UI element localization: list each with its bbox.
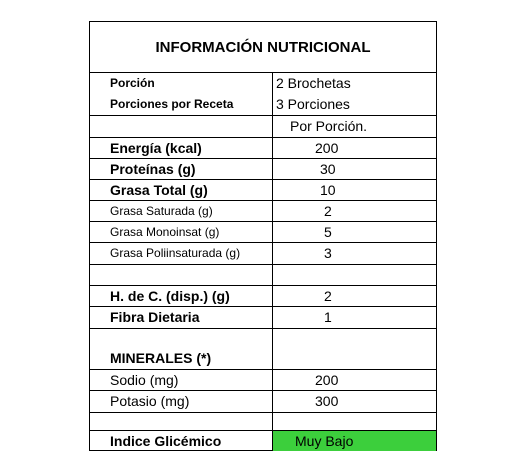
- nutrient-value: 1: [324, 309, 332, 325]
- nutrient-value: 3: [324, 245, 332, 261]
- table-title: INFORMACIÓN NUTRICIONAL: [90, 22, 436, 73]
- minerals-heading-row: [90, 348, 436, 369]
- portion-row: [90, 73, 436, 94]
- nutrient-row-protein: [90, 158, 436, 180]
- nutrient-label: Grasa Poliinsaturada (g): [110, 246, 241, 260]
- mineral-label: Sodio (mg): [110, 372, 179, 388]
- column-header: Por Porción.: [290, 118, 368, 134]
- nutrient-row-mono-fat: [90, 221, 436, 243]
- mineral-row-sodium: [90, 369, 436, 391]
- portion-value: 2 Brochetas: [276, 75, 351, 91]
- glycemic-row: [90, 430, 436, 452]
- servings-value: 3 Porciones: [276, 96, 350, 112]
- nutrient-value: 30: [320, 161, 336, 177]
- nutrient-label: Grasa Total (g): [110, 182, 208, 198]
- nutrient-row-fat: [90, 179, 436, 201]
- nutrient-label: Fibra Dietaria: [110, 309, 200, 325]
- column-header-row: [90, 116, 436, 137]
- nutrition-table: [89, 21, 437, 451]
- nutrient-row-fiber: [90, 306, 436, 329]
- nutrient-label: Grasa Saturada (g): [110, 204, 213, 218]
- nutrient-value: 200: [315, 140, 339, 156]
- nutrient-label: H. de C. (disp.) (g): [110, 288, 230, 304]
- glycemic-label: Indice Glicémico: [110, 433, 222, 449]
- nutrient-value: 2: [324, 288, 332, 304]
- nutrient-row-carbs: [90, 285, 436, 307]
- mineral-row-potassium: [90, 390, 436, 413]
- nutrient-row-sat-fat: [90, 200, 436, 222]
- servings-row: [90, 94, 436, 116]
- nutrient-value: 10: [320, 182, 336, 198]
- nutrient-label: Grasa Monoinsat (g): [110, 225, 220, 239]
- nutrient-label: Energía (kcal): [110, 140, 202, 156]
- mineral-label: Potasio (mg): [110, 393, 190, 409]
- nutrient-row-energy: [90, 137, 436, 159]
- mineral-value: 200: [315, 372, 339, 388]
- nutrient-value: 2: [324, 203, 332, 219]
- nutrient-row-poly-fat: [90, 242, 436, 265]
- nutrient-label: Proteínas (g): [110, 161, 196, 177]
- minerals-heading: MINERALES (*): [110, 350, 212, 366]
- mineral-value: 300: [315, 393, 339, 409]
- portion-label: Porción: [110, 76, 155, 90]
- nutrient-value: 5: [324, 224, 332, 240]
- glycemic-value: Muy Bajo: [295, 433, 354, 449]
- servings-label: Porciones por Receta: [110, 97, 234, 111]
